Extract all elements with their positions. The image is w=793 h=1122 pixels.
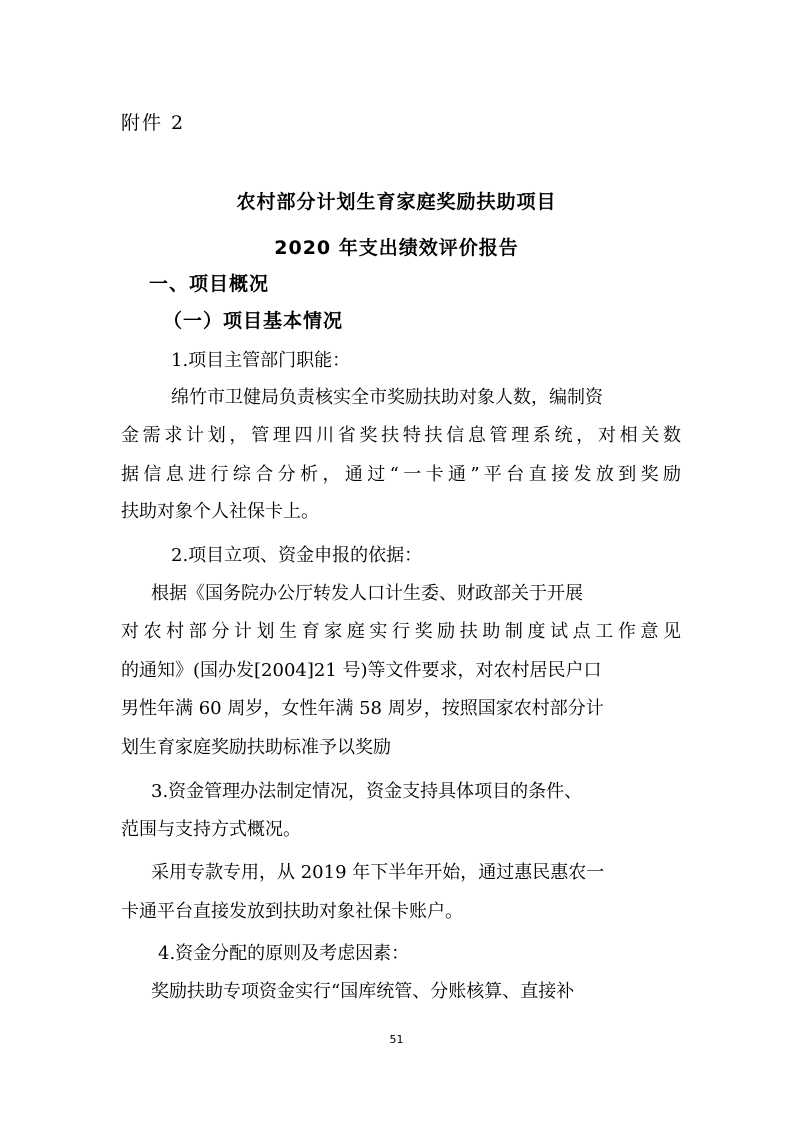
item-1-heading: 1.项目主管部门职能：: [171, 350, 351, 371]
item-2-line: 男性年满 60 周岁，女性年满 58 周岁，按照国家农村部分计: [121, 698, 604, 719]
attachment-label: 附件 2: [121, 112, 186, 134]
item-2-line: 对农村部分计划生育家庭实行奖励扶助制度试点工作意见: [121, 621, 681, 642]
document-title-line-2: 2020 年支出绩效评价报告: [274, 237, 519, 259]
item-2-line: 的通知》(国办发[2004]21 号)等文件要求，对农村居民户口: [121, 660, 602, 681]
item-2-heading: 2.项目立项、资金申报的依据：: [171, 545, 423, 566]
item-4-heading: 4.资金分配的原则及考虑因素：: [158, 943, 410, 964]
section-heading-project-overview: 一、项目概况: [149, 273, 270, 295]
item-1-line: 扶助对象个人社保卡上。: [121, 501, 319, 522]
item-3-body-line: 卡通平台直接发放到扶助对象社保卡账户。: [121, 901, 463, 922]
item-1-line: 绵竹市卫健局负责核实全市奖励扶助对象人数，编制资: [171, 387, 603, 408]
subsection-heading-basic-info: （一）项目基本情况: [163, 310, 344, 332]
document-title-line-1: 农村部分计划生育家庭奖励扶助项目: [236, 191, 557, 213]
item-3-heading-line: 3.资金管理办法制定情况，资金支持具体项目的条件、: [151, 781, 583, 802]
item-2-line: 划生育家庭奖励扶助标准予以奖励: [121, 737, 391, 758]
item-1-line: 据信息进行综合分析，通过“一卡通”平台直接发放到奖励: [121, 464, 681, 485]
item-3-heading-line: 范围与支持方式概况。: [121, 819, 301, 840]
item-2-line: 根据《国务院办公厅转发人口计生委、财政部关于开展: [151, 583, 583, 604]
page-number: 51: [389, 1033, 404, 1046]
item-3-body-line: 采用专款专用，从 2019 年下半年开始，通过惠民惠农一: [151, 862, 605, 883]
item-4-line: 奖励扶助专项资金实行“国库统管、分账核算、直接补: [151, 981, 575, 1002]
item-1-line: 金需求计划，管理四川省奖扶特扶信息管理系统，对相关数: [121, 425, 681, 446]
